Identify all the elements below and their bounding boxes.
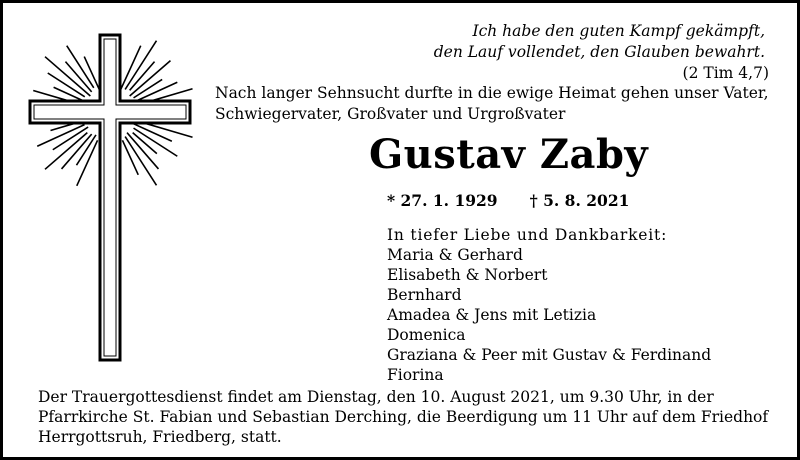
radiant-cross-icon xyxy=(25,25,195,365)
service-line-2: Pfarrkirche St. Fabian und Sebastian Derching, die Beerdigung um 11 Uhr auf dem Friedhof xyxy=(38,408,769,426)
intro-line-2: Schwiegervater, Großvater und Urgroßvater xyxy=(215,105,566,123)
bible-verse xyxy=(433,21,769,84)
mourner-name: Graziana & Peer mit Gustav & Ferdinand xyxy=(387,346,712,364)
funeral-service-info xyxy=(38,387,768,447)
verse-line-2: den Lauf vollendet, den Glauben bewahrt. xyxy=(433,43,765,61)
cross-graphic xyxy=(25,25,195,365)
cross-ray xyxy=(121,46,141,90)
mourners-list xyxy=(387,225,711,385)
intro-line-1: Nach langer Sehnsucht durfte in die ewige Heimat gehen unser Vater, xyxy=(215,84,769,102)
service-line-1: Der Trauergottesdienst findet am Dienstag, den 10. August 2021, um 9.30 Uhr, in der xyxy=(38,388,714,406)
mourner-name: Amadea & Jens mit Letizia xyxy=(387,306,597,324)
deceased-name: Gustav Zaby xyxy=(369,131,649,178)
mourners-heading: In tiefer Liebe und Dankbarkeit: xyxy=(387,226,668,244)
cross-outline xyxy=(30,35,190,360)
verse-reference: (2 Tim 4,7) xyxy=(682,64,769,82)
intro-text xyxy=(215,83,769,125)
mourner-name: Domenica xyxy=(387,326,466,344)
birth-date: * 27. 1. 1929 xyxy=(387,191,498,210)
mourner-name: Bernhard xyxy=(387,286,462,304)
mourner-name: Elisabeth & Norbert xyxy=(387,266,548,284)
mourner-name: Fiorina xyxy=(387,366,444,384)
verse-line-1: Ich habe den guten Kampf gekämpft, xyxy=(472,22,765,40)
mourner-name: Maria & Gerhard xyxy=(387,246,523,264)
death-date: † 5. 8. 2021 xyxy=(529,191,630,210)
life-dates xyxy=(387,191,629,211)
service-line-3: Herrgottsruh, Friedberg, statt. xyxy=(38,428,282,446)
